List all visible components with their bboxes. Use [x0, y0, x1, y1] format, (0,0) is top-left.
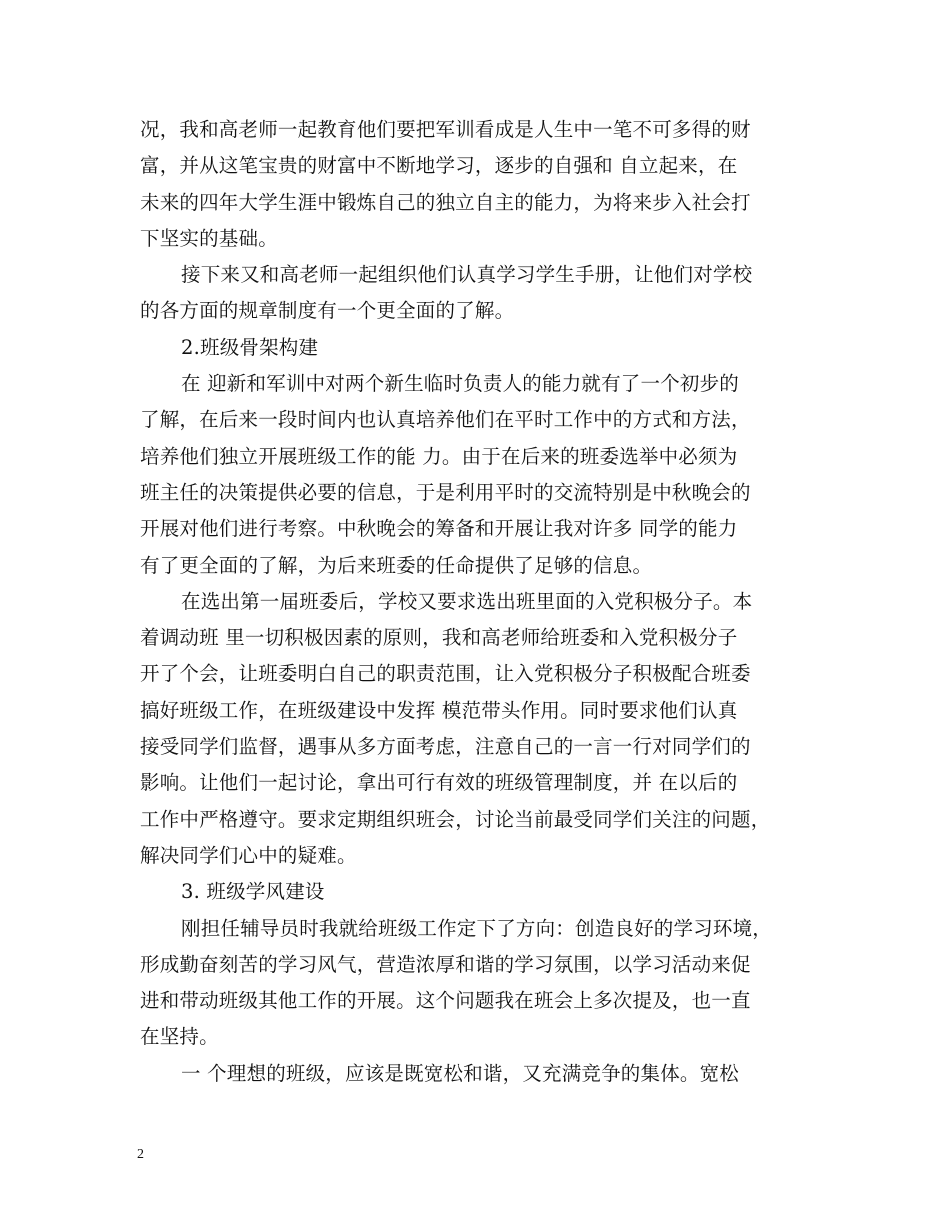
text-line: 的各方面的规章制度有一个更全面的了解。 — [140, 299, 515, 323]
text-line: 未来的四年大学生涯中锻炼自己的独立自主的能力，为将来步入社会打 — [140, 190, 751, 214]
body-text — [140, 112, 830, 1092]
text-line: 有了更全面的了解，为后来班委的任命提供了足够的信息。 — [140, 553, 653, 577]
text-line: 一 个理想的班级，应该是既宽松和谐，又充满竞争的集体。宽松 — [181, 1061, 739, 1085]
text-line: 工作中严格遵守。要求定期组织班会，讨论当前最受同学们关注的问题， — [140, 807, 771, 831]
text-line: 解决同学们心中的疑难。 — [140, 843, 357, 867]
text-line: 开展对他们进行考察。中秋晚会的筹备和开展让我对许多 同学的能力 — [140, 517, 738, 541]
text-line: 刚担任辅导员时我就给班级工作定下了方向：创造良好的学习环境， — [181, 916, 773, 940]
section-heading: 2.班级骨架构建 — [181, 335, 319, 359]
text-line: 下坚实的基础。 — [140, 226, 278, 250]
text-line: 了解，在后来一段时间内也认真培养他们在平时工作中的方式和方法， — [140, 408, 751, 432]
text-line: 班主任的决策提供必要的信息，于是利用平时的交流特别是中秋晚会的 — [140, 480, 751, 504]
text-line: 在 迎新和军训中对两个新生临时负责人的能力就有了一个初步的 — [181, 372, 739, 396]
text-line: 在坚持。 — [140, 1025, 219, 1049]
text-line: 况，我和高老师一起教育他们要把军训看成是人生中一笔不可多得的财 — [140, 118, 751, 141]
page-number: 2 — [137, 1147, 144, 1162]
text-line: 搞好班级工作，在班级建设中发挥 模范带头作用。同时要求他们认真 — [140, 698, 738, 722]
text-line: 开了个会，让班委明白自己的职责范围，让入党积极分子积极配合班委 — [140, 662, 751, 686]
text-line: 富，并从这笔宝贵的财富中不断地学习，逐步的自强和 自立起来，在 — [140, 154, 738, 178]
text-line: 进和带动班级其他工作的开展。这个问题我在班会上多次提及，也一直 — [140, 989, 751, 1013]
text-line: 接下来又和高老师一起组织他们认真学习学生手册，让他们对学校 — [181, 263, 753, 287]
text-line: 形成勤奋刻苦的学习风气，营造浓厚和谐的学习氛围，以学习活动来促 — [140, 952, 751, 976]
text-line: 接受同学们监督，遇事从多方面考虑，注意自己的一言一行对同学们的 — [140, 735, 751, 759]
text-line: 培养他们独立开展班级工作的能 力。由于在后来的班委选举中必须为 — [140, 444, 738, 468]
text-line: 着调动班 里一切积极因素的原则，我和高老师给班委和入党积极分子 — [140, 626, 738, 650]
section-heading: 3. 班级学风建设 — [181, 880, 325, 904]
text-line: 影响。让他们一起讨论，拿出可行有效的班级管理制度，并 在以后的 — [140, 771, 738, 795]
text-line: 在选出第一届班委后，学校又要求选出班里面的入党积极分子。本 — [181, 589, 753, 613]
